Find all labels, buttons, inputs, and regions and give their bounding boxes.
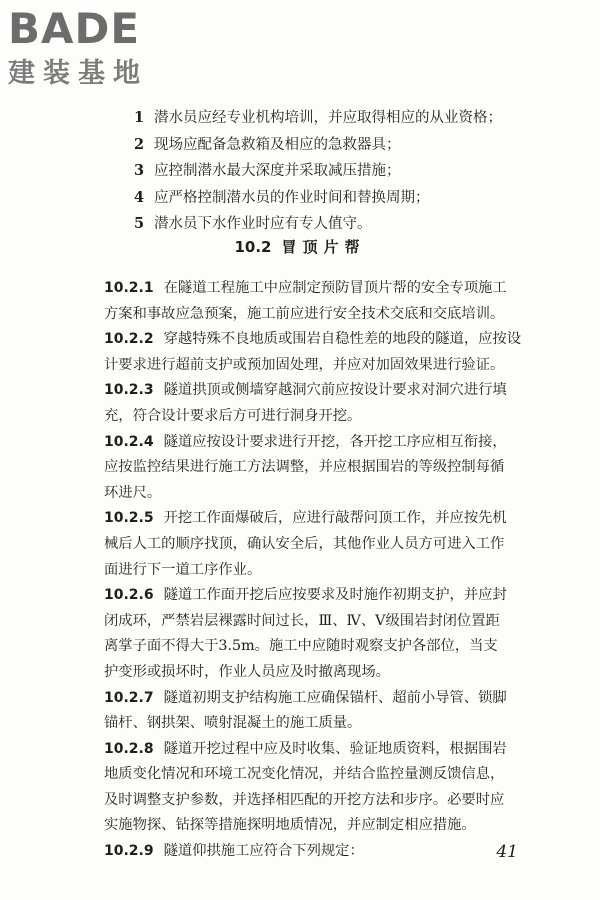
clause-line: 计要求进行超前支护或预加固处理，并应对加固效果进行验证。	[104, 356, 505, 373]
clause-number: 10.2.5	[104, 510, 154, 527]
list-item-number: 1	[134, 109, 145, 126]
list-item-text: 潜水员下水作业时应有专人值守。	[154, 216, 372, 232]
clause-line	[104, 839, 544, 865]
list-item	[134, 132, 574, 159]
list-item-text: 应控制潜水最大深度并采取减压措施；	[154, 163, 401, 179]
list-item	[134, 185, 574, 212]
clause-number: 10.2.2	[104, 331, 154, 348]
list-item-text: 应严格控制潜水员的作业时间和替换周期；	[154, 189, 430, 206]
clause-10-2-8	[104, 737, 544, 839]
clause-text: 隧道拱顶或侧墙穿越洞穴前应按设计要求对洞穴进行填	[163, 382, 507, 399]
list-item-number: 5	[134, 215, 145, 232]
clause-text: 隧道工作面开挖后应按要求及时施作初期支护，并应封	[163, 587, 507, 604]
list-item-number: 3	[134, 162, 145, 179]
clause-10-2-7	[104, 686, 544, 737]
clause-text: 隧道开挖过程中应及时收集、验证地质资料，根据围岩	[163, 740, 507, 757]
list-item	[134, 211, 574, 238]
clause-number: 10.2.7	[104, 689, 154, 706]
clause-line	[104, 378, 544, 404]
clause-text: 隧道仰拱施工应符合下列规定：	[163, 843, 364, 860]
clause-line: 充，符合设计要求后方可进行洞身开挖。	[104, 407, 362, 424]
clause-text: 开挖工作面爆破后，应进行敲帮问顶工作，并应按先机	[163, 510, 507, 527]
clause-number: 10.2.3	[104, 382, 154, 399]
clause-text: 隧道初期支护结构施工应确保锚杆、超前小导管、锁脚	[163, 689, 507, 706]
clause-10-2-2	[104, 327, 544, 378]
clause-number: 10.2.4	[104, 433, 154, 450]
list-item	[134, 105, 574, 132]
section-title	[0, 236, 600, 257]
clause-line: 环进尺。	[104, 484, 162, 501]
clause-number: 10.2.6	[104, 587, 154, 604]
clause-10-2-9	[104, 839, 544, 865]
clause-list	[104, 276, 544, 865]
clause-line: 方案和事故应急预案，施工前应进行安全技术交底和交底培训。	[104, 305, 505, 322]
list-item-text: 现场应配备急救箱及相应的急救器具；	[154, 136, 401, 153]
clause-text: 隧道应按设计要求进行开挖，各开挖工序应相互衔接，	[163, 433, 507, 450]
clause-10-2-4	[104, 430, 544, 507]
list-item-number: 4	[134, 188, 145, 206]
bade-logo	[8, 6, 178, 90]
clause-line: 护变形或损坏时，作业人员应及时撤离现场。	[104, 663, 390, 680]
clause-10-2-6	[104, 583, 544, 685]
clause-line: 应按监控结果进行施工方法调整，并应根据围岩的等级控制每循	[104, 459, 505, 476]
clause-number: 10.2.8	[104, 740, 154, 757]
clause-line: 实施物探、钻探等措施探明地质情况，并应制定相应措施。	[104, 817, 476, 834]
clause-line: 地质变化情况和环境工况变化情况，并结合监控量测反馈信息，	[104, 766, 505, 783]
logo-subtitle: 建装基地	[8, 58, 148, 89]
clause-line: 及时调整支护参数，并选择相匹配的开挖方法和步序。必要时应	[104, 791, 505, 808]
logo-wordmark: BADE	[8, 4, 141, 53]
clause-line: 面进行下一道工序作业。	[104, 561, 262, 578]
clause-line	[104, 430, 544, 456]
clause-10-2-5	[104, 506, 544, 583]
section-number: 10.2	[234, 238, 272, 256]
clause-line: 闭成环，严禁岩层裸露时间过长，Ⅲ、Ⅳ、Ⅴ级围岩封闭位置距	[104, 612, 500, 629]
clause-text: 在隧道工程施工中应制定预防冒顶片帮的安全专项施工	[163, 280, 507, 296]
clause-line	[104, 506, 544, 532]
clause-number: 10.2.1	[104, 280, 154, 296]
list-item-number: 2	[134, 135, 145, 153]
clause-text: 穿越特殊不良地质或围岩自稳性差的地段的隧道，应按设	[163, 331, 522, 348]
clause-10-2-1	[104, 276, 544, 327]
numbered-list	[134, 105, 574, 238]
clause-line	[104, 686, 544, 712]
clause-line	[104, 737, 544, 763]
clause-line: 离掌子面不得大于3.5m。施工中应随时观察支护各部位，当支	[104, 638, 498, 655]
list-item-text: 潜水员应经专业机构培训，并应取得相应的从业资格；	[154, 110, 502, 126]
list-item	[134, 158, 574, 185]
clause-number: 10.2.9	[104, 843, 154, 860]
clause-line	[104, 327, 544, 353]
clause-line: 械后人工的顺序找顶，确认安全后，其他作业人员方可进入工作	[104, 535, 505, 552]
clause-10-2-3	[104, 378, 544, 429]
clause-line	[104, 583, 544, 609]
section-label: 冒顶片帮	[281, 238, 366, 256]
clause-line	[104, 276, 544, 302]
page-number: 41	[496, 842, 518, 862]
clause-line: 锚杆、钢拱架、喷射混凝土的施工质量。	[104, 715, 362, 732]
